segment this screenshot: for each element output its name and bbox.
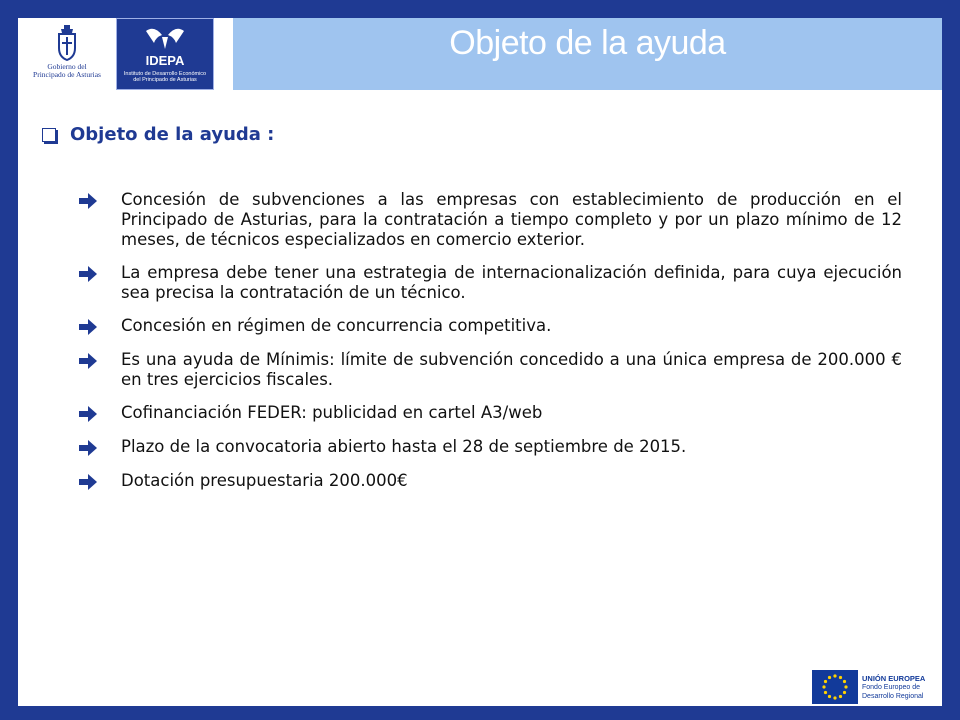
arrow-right-icon (78, 438, 98, 458)
bullet-text: Concesión en régimen de concurrencia competitiva. (121, 316, 552, 335)
bullet-list (78, 190, 902, 505)
list-item (78, 437, 902, 458)
arrow-right-icon (78, 404, 98, 424)
eu-logo-line3: Desarrollo Regional (862, 692, 924, 700)
list-item (78, 316, 902, 337)
bullet-text: Concesión de subvenciones a las empresas con establecimiento de producción en el Principado de Asturias, para la contratación a tiempo completo y por un plazo mínimo de 12 meses, de técnicos especializados en comercio exterior. (121, 190, 902, 249)
gobierno-asturias-logo (18, 18, 117, 90)
bullet-text: Plazo de la convocatoria abierto hasta el 28 de septiembre de 2015. (121, 437, 687, 456)
eu-flag-icon (812, 670, 858, 704)
idepa-subtitle-line1: Instituto de Desarrollo Económico (123, 71, 207, 77)
arrow-right-icon (78, 472, 98, 492)
arrow-right-icon (78, 317, 98, 337)
list-item (78, 263, 902, 303)
checkbox-bullet-icon (42, 128, 56, 142)
gobierno-logo-line1: Gobierno del (47, 62, 87, 71)
idepa-logo (116, 18, 214, 90)
eu-logo-line2: Fondo Europeo de (862, 683, 920, 691)
list-item (78, 350, 902, 390)
bullet-text: Es una ayuda de Mínimis: límite de subvención concedido a una única empresa de 200.000 € en tres ejercicios fiscales. (121, 350, 902, 389)
list-item (78, 403, 902, 424)
arrow-right-icon (78, 191, 98, 211)
idepa-subtitle-line2: del Principado de Asturias (133, 77, 197, 83)
list-item (78, 190, 902, 250)
list-item (78, 471, 902, 492)
eu-logo (812, 668, 942, 706)
title-bar (233, 18, 942, 90)
eu-logo-text (862, 674, 925, 701)
section-title: Objeto de la ayuda : (70, 124, 275, 145)
page-title: Objeto de la ayuda (449, 24, 726, 62)
idepa-name: IDEPA (145, 53, 185, 68)
bullet-text: La empresa debe tener una estrategia de internacionalización definida, para cuya ejecución sea precisa la contratación de un técnico. (121, 263, 902, 302)
bullet-text: Dotación presupuestaria 200.000€ (121, 471, 408, 490)
arrow-right-icon (78, 264, 98, 284)
crest-icon (55, 25, 79, 61)
section-heading (42, 124, 274, 145)
arrow-right-icon (78, 351, 98, 371)
eu-logo-line1: UNIÓN EUROPEA (862, 673, 926, 683)
gobierno-logo-line2: Principado de Asturias (33, 70, 101, 79)
idepa-emblem-icon (144, 27, 186, 51)
bullet-text: Cofinanciación FEDER: publicidad en cartel A3/web (121, 403, 543, 422)
